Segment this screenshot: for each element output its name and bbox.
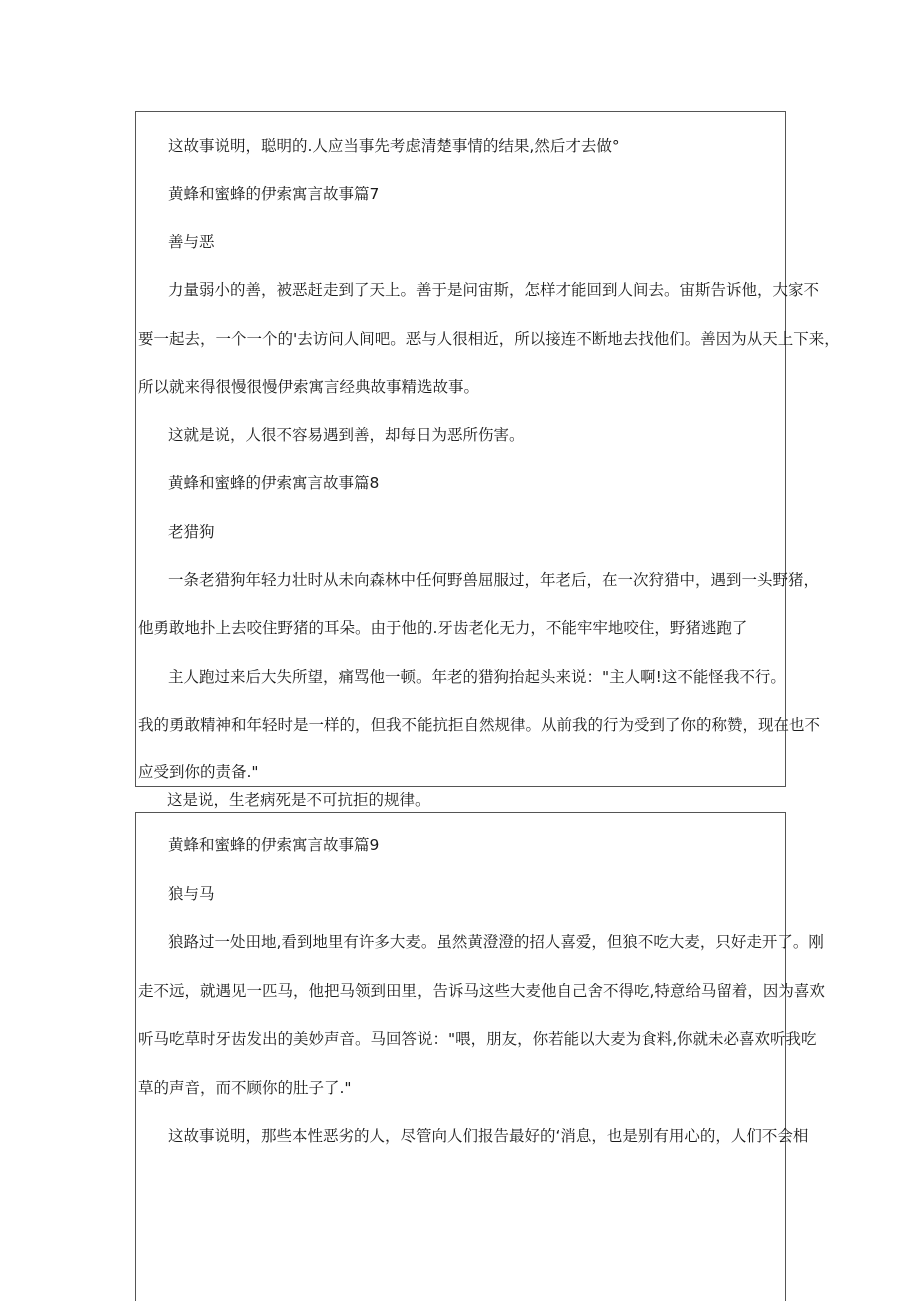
page-frame-bottom [135, 812, 825, 1301]
moral-paragraph: 这故事说明，聪明的.人应当事先考虑清楚事情的结果,然后才去做° [168, 137, 620, 155]
page-frame-top [135, 111, 840, 787]
story-line: 所以就来得很慢很慢伊索寓言经典故事精选故事。 [138, 378, 480, 396]
moral-paragraph: 这故事说明，那些本性恶劣的人，尽管向人们报告最好的‘消息，也是别有用心的，人们不会相 [168, 1127, 809, 1145]
story-line: 走不远，就遇见一匹马，他把马领到田里，告诉马这些大麦他自己舍不得吃,特意给马留着，因为喜欢 [138, 982, 825, 1000]
moral-paragraph: 这是说，生老病死是不可抗拒的规律。 [167, 791, 431, 809]
section-heading: 黄蜂和蜜蜂的伊索寓言故事篇7 [168, 185, 380, 203]
story-title: 善与恶 [168, 233, 215, 251]
story-line: 一条老猎狗年轻力壮时从未向森林中任何野兽屈服过，年老后，在一次狩猎中，遇到一头野猪， [168, 571, 820, 589]
section-heading: 黄蜂和蜜蜂的伊索寓言故事篇8 [168, 474, 380, 492]
story-line: 草的声音，而不顾你的肚子了." [138, 1079, 352, 1097]
story-line: 他勇敢地扑上去咬住野猪的耳朵。由于他的.牙齿老化无力，不能牢牢地咬住，野猪逃跑了 [138, 619, 748, 637]
moral-paragraph: 这就是说，人很不容易遇到善，却每日为恶所伤害。 [168, 426, 525, 444]
story-line: 力量弱小的善，被恶赶走到了天上。善于是问宙斯，怎样才能回到人间去。宙斯告诉他，大家不 [168, 281, 820, 299]
story-title: 老猎狗 [168, 523, 215, 541]
story-line: 主人跑过来后大失所望，痛骂他一顿。年老的猎狗抬起头来说："主人啊!这不能怪我不行。 [168, 668, 786, 686]
story-line: 要一起去，一个一个的'去访问人间吧。恶与人很相近，所以接连不断地去找他们。善因为从天上下来， [138, 330, 840, 348]
story-line: 狼路过一处田地,看到地里有许多大麦。虽然黄澄澄的招人喜爱，但狼不吃大麦，只好走开了。刚 [168, 933, 824, 951]
story-line: 听马吃草时牙齿发出的美妙声音。马回答说："喂，朋友，你若能以大麦为食料,你就未必喜欢听我吃 [138, 1030, 817, 1048]
story-line: 我的勇敢精神和年轻时是一样的，但我不能抗拒自然规律。从前我的行为受到了你的称赞，现在也不 [138, 716, 821, 734]
section-heading: 黄蜂和蜜蜂的伊索寓言故事篇9 [168, 836, 380, 854]
story-line: 应受到你的责备." [138, 763, 259, 781]
story-title: 狼与马 [168, 885, 215, 903]
